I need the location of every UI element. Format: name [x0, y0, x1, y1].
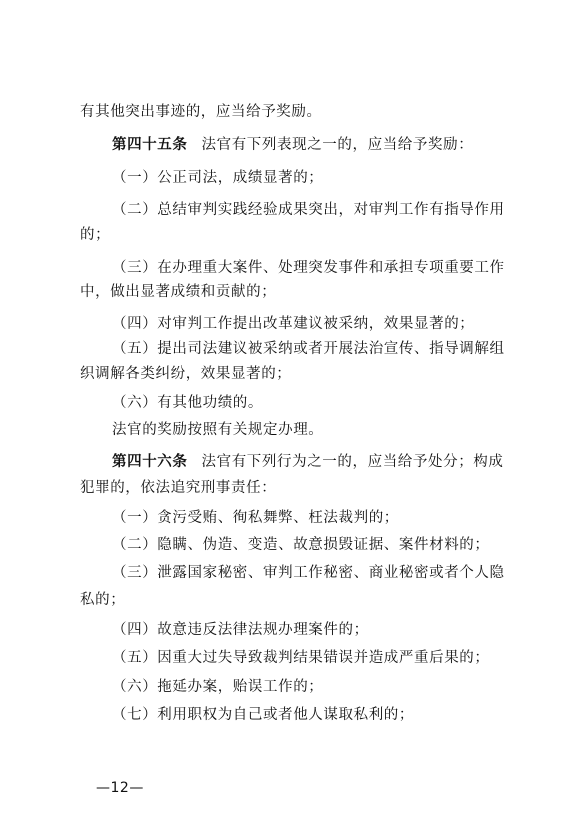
text-line: 的； [80, 227, 111, 243]
list-item: （三）在办理重大案件、处理突发事件和承担专项重要工作 [112, 260, 505, 276]
text-line: 私的； [80, 592, 126, 608]
list-item: （一）公正司法，成绩显著的； [112, 170, 324, 186]
text-line: 中，做出显著成绩和贡献的； [80, 284, 277, 300]
text-line: 犯罪的，依法追究刑事责任： [80, 480, 277, 496]
list-item: （五）提出司法建议被采纳或者开展法治宣传、指导调解组 [112, 341, 505, 357]
list-item: （六）有其他功绩的。 [112, 395, 263, 411]
list-item: （四）故意违反法律法规办理案件的； [112, 622, 369, 638]
list-item: （四）对审判工作提出改革建议被采纳，效果显著的； [112, 316, 475, 332]
text-line: 有其他突出事迹的，应当给予奖励。 [80, 104, 322, 120]
list-item: （一）贪污受贿、徇私舞弊、枉法裁判的； [112, 510, 399, 526]
page-number: —12— [96, 780, 144, 796]
article-number: 第四十五条 [112, 136, 188, 153]
list-item: （五）因重大过失导致裁判结果错误并造成严重后果的； [112, 650, 490, 666]
paragraph: 法官的奖励按照有关规定办理。 [112, 422, 324, 438]
list-item: （七）利用职权为自己或者他人谋取私利的； [112, 707, 414, 723]
list-item: （二）隐瞒、伪造、变造、故意损毁证据、案件材料的； [112, 537, 490, 553]
article-45-heading: 第四十五条 法官有下列表现之一的，应当给予奖励： [112, 136, 474, 153]
article-number: 第四十六条 [112, 453, 188, 470]
list-item: （六）拖延办案，贻误工作的； [112, 679, 324, 695]
list-item: （三）泄露国家秘密、审判工作秘密、商业秘密或者个人隐 [112, 565, 505, 581]
text-line: 织调解各类纠纷，效果显著的； [80, 366, 292, 382]
article-46-heading: 第四十六条 法官有下列行为之一的，应当给予处分；构成 [112, 453, 504, 470]
list-item: （二）总结审判实践经验成果突出，对审判工作有指导作用 [112, 202, 505, 218]
